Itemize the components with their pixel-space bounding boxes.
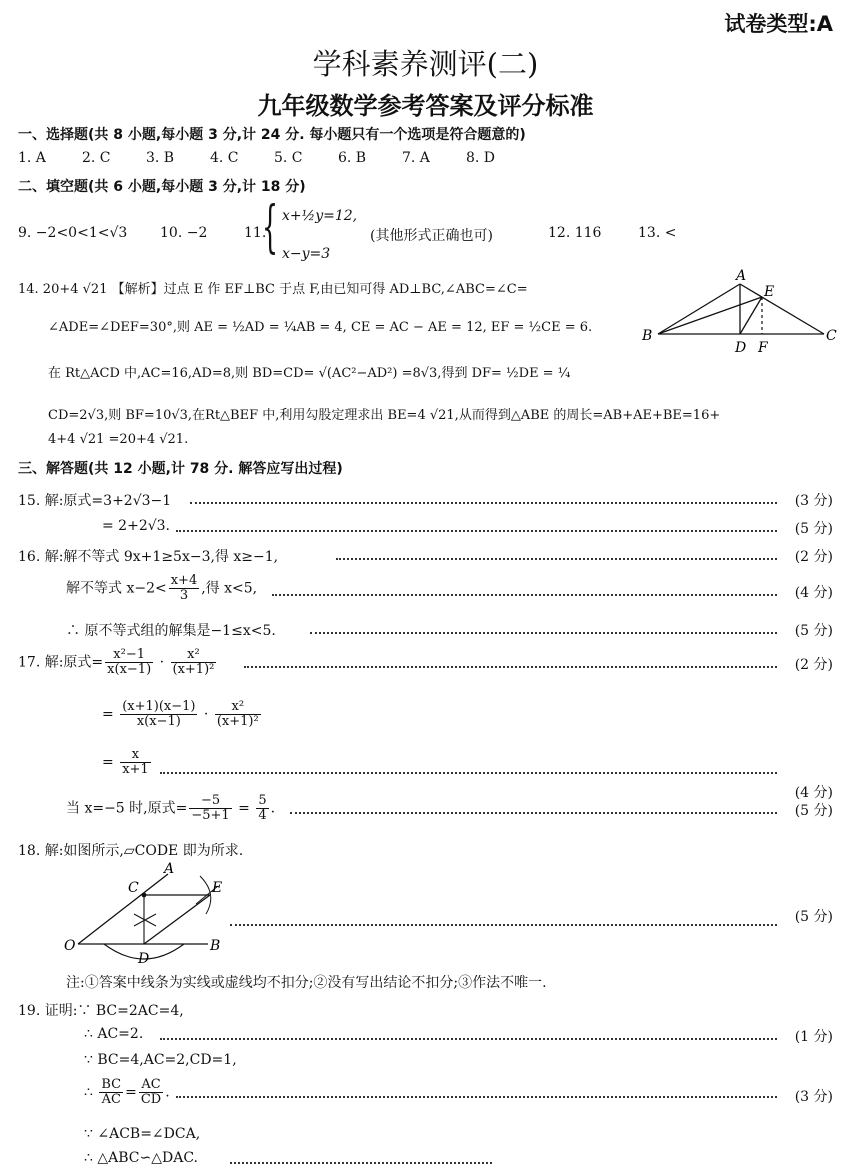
q16-line1: 16. 解:解不等式 9x+1≥5x−3,得 x≥−1, bbox=[18, 549, 279, 565]
q17-frac7 bbox=[256, 794, 268, 823]
q17-frac7-den: 4 bbox=[258, 808, 267, 823]
q17-frac7-num: 5 bbox=[258, 793, 267, 808]
fig14-label-D: D bbox=[735, 340, 747, 356]
answer-4: 4. C bbox=[210, 150, 239, 166]
fig18-label-B: B bbox=[210, 938, 221, 954]
q16-line1-score: (2 分) bbox=[794, 549, 833, 565]
fill-q14-line3: 在 Rt△ACD 中,AC=16,AD=8,则 BD=CD= √(AC²−AD²) =8√3,得到 DF= ½DE = ¼ bbox=[48, 366, 571, 381]
q17-line4-leader bbox=[290, 812, 777, 814]
fig14-label-E: E bbox=[764, 284, 775, 300]
q19-line2-score: (1 分) bbox=[794, 1029, 833, 1045]
q15-line1: 15. 解:原式=3+2√3−1 bbox=[18, 493, 172, 509]
q19-line3: ∵ BC=4,AC=2,CD=1, bbox=[84, 1052, 237, 1068]
fig18-label-D: D bbox=[138, 951, 150, 967]
fill-q11-eq2: x−y=3 bbox=[282, 246, 331, 262]
q15-line2-score: (5 分) bbox=[794, 521, 833, 537]
fill-q14-line2: ∠ADE=∠DEF=30°,则 AE = ½AD = ¼AB = 4, CE = AC − AE = 12, EF = ½CE = 6. bbox=[48, 320, 593, 335]
fill-q13: 13. < bbox=[638, 225, 677, 241]
fill-q14-line5: 4+4 √21 =20+4 √21. bbox=[48, 432, 189, 447]
answer-1: 1. A bbox=[18, 150, 46, 166]
q17-line4-score: (5 分) bbox=[794, 803, 833, 819]
section3-heading: 三、解答题(共 12 小题,计 78 分. 解答应写出过程) bbox=[18, 461, 343, 477]
q19-line4-score: (3 分) bbox=[794, 1089, 833, 1105]
q17-frac5-num: x bbox=[120, 748, 151, 763]
q15-line1-leader bbox=[190, 502, 777, 504]
q17-line3: = $\frac{x}{x+1}$ bbox=[102, 747, 149, 777]
q17-frac6-den: −5+1 bbox=[191, 808, 230, 823]
q16-line2-post: ,得 x<5, bbox=[201, 580, 258, 597]
q16-line3: ∴ 原不等式组的解集是−1≤x<5. bbox=[66, 623, 276, 639]
answer-3: 3. B bbox=[146, 150, 175, 166]
q18-leader bbox=[230, 924, 777, 926]
q16-line2-pre: 解不等式 x−2< bbox=[66, 580, 167, 597]
q17-frac3-num: (x+1)(x−1) bbox=[122, 699, 196, 714]
q19-line4: ∴ $\frac{BC}{AC}$ = $\frac{AC}{CD}$ . bbox=[84, 1077, 170, 1107]
q19-frac1-den: AC bbox=[101, 1092, 121, 1107]
q17-frac4-den: (x+1)² bbox=[216, 714, 259, 729]
q16-line2-score: (4 分) bbox=[794, 585, 833, 601]
fill-q11-num: 11. bbox=[244, 225, 267, 241]
fig14-label-F: F bbox=[758, 340, 768, 356]
fill-q9: 9. −2<0<1<√3 bbox=[18, 225, 128, 241]
q17-line3-score: (4 分) bbox=[794, 785, 833, 801]
q17-frac2 bbox=[171, 648, 217, 677]
answer-5: 5. C bbox=[274, 150, 303, 166]
q19-line2: ∴ AC=2. bbox=[84, 1026, 144, 1042]
q19-line6-leader bbox=[230, 1162, 492, 1164]
q16-fraction-den: 3 bbox=[179, 588, 189, 603]
q16-fraction bbox=[169, 574, 200, 603]
q19-frac1-num: BC bbox=[101, 1077, 122, 1092]
q17-frac1 bbox=[105, 648, 153, 677]
fig14-label-A: A bbox=[736, 268, 747, 284]
answer-7: 7. A bbox=[402, 150, 430, 166]
q18-construction-figure bbox=[60, 862, 230, 968]
q17-line4-pre: 当 x=−5 时,原式= bbox=[66, 800, 188, 817]
q16-fraction-num: x+4 bbox=[170, 573, 198, 588]
q17-frac5 bbox=[120, 748, 151, 777]
q19-line5: ∵ ∠ACB=∠DCA, bbox=[84, 1126, 201, 1142]
section1-heading: 一、选择题(共 8 小题,每小题 3 分,计 24 分. 每小题只有一个选项是符合题意的) bbox=[18, 127, 526, 143]
q17-frac2-num: x² bbox=[171, 648, 217, 663]
fig18-label-A: A bbox=[164, 862, 175, 877]
q19-frac1 bbox=[99, 1078, 123, 1107]
q17-line1-leader bbox=[244, 666, 777, 668]
q16-line3-leader bbox=[310, 632, 777, 634]
q16-line2-leader bbox=[272, 594, 777, 596]
q17-line1: 17. 解:原式= $\frac{\text{x²−1}}{x(x-1)}$ · $\frac{\text{x²}}{\text{(x+1)²}}$ bbox=[18, 647, 215, 677]
q17-frac4 bbox=[215, 700, 261, 729]
fill-q11-brace: { bbox=[262, 195, 279, 260]
answer-8: 8. D bbox=[466, 150, 496, 166]
q17-label: 17. 解:原式= bbox=[18, 654, 104, 671]
q19-frac2 bbox=[139, 1078, 163, 1107]
q19-frac2-den: CD bbox=[140, 1092, 162, 1107]
q17-frac3-den: x(x−1) bbox=[136, 714, 181, 729]
q17-frac5-den: x+1 bbox=[122, 762, 149, 777]
q19-line2-leader bbox=[160, 1038, 777, 1040]
q19-line4-leader bbox=[176, 1096, 777, 1098]
q17-line2: = $\frac{(x+1)(x-1)}{x(x-1)}$ · $\frac{\text{x²}}{\text{(x+1)²}}$ bbox=[102, 699, 259, 729]
choice-answers bbox=[18, 150, 495, 166]
answer-2: 2. C bbox=[82, 150, 111, 166]
q16-line3-score: (5 分) bbox=[794, 623, 833, 639]
q17-frac1-den: x(x−1) bbox=[107, 662, 152, 677]
q15-line2: = 2+2√3. bbox=[102, 518, 171, 534]
q19-line4-pre: ∴ bbox=[84, 1084, 93, 1101]
page-subtitle: 九年级数学参考答案及评分标准 bbox=[257, 92, 594, 120]
q14-triangle-figure bbox=[640, 268, 840, 358]
q17-frac6-num: −5 bbox=[189, 794, 231, 809]
q17-frac3 bbox=[120, 700, 197, 729]
q19-line1: 19. 证明:∵ BC=2AC=4, bbox=[18, 1003, 184, 1019]
fill-q11-note: (其他形式正确也可) bbox=[370, 228, 493, 244]
q18-note: 注:①答案中线条为实线或虚线均不扣分;②没有写出结论不扣分;③作法不唯一. bbox=[66, 975, 547, 991]
q17-line4: 当 x=−5 时,原式= $\frac{-5}{-5+1}$ = $\frac{5}{4}$ . bbox=[66, 793, 276, 823]
fill-q14-line4: CD=2√3,则 BF=10√3,在Rt△BEF 中,利用勾股定理求出 BE=4 √21,从而得到△ABE 的周长=AB+AE+BE=16+ bbox=[48, 408, 721, 423]
fill-q12: 12. 116 bbox=[548, 225, 602, 241]
fig14-label-B: B bbox=[642, 328, 653, 344]
q17-frac2-den: (x+1)² bbox=[172, 662, 215, 677]
fill-q11-eq1: x+½y=12, bbox=[282, 208, 358, 224]
fig18-label-C: C bbox=[128, 880, 139, 896]
paper-type: 试卷类型:A bbox=[724, 12, 833, 36]
q17-line3-leader bbox=[160, 772, 777, 774]
q16-line1-leader bbox=[336, 558, 777, 560]
q17-frac1-num: x²−1 bbox=[105, 648, 153, 663]
q15-line1-score: (3 分) bbox=[794, 493, 833, 509]
q15-line2-leader bbox=[176, 530, 777, 532]
fig14-label-C: C bbox=[826, 328, 837, 344]
answer-6: 6. B bbox=[338, 150, 367, 166]
q19-frac2-num: AC bbox=[139, 1078, 163, 1093]
page-title: 学科素养测评(二) bbox=[312, 47, 539, 81]
section2-heading: 二、填空题(共 6 小题,每小题 3 分,计 18 分) bbox=[18, 179, 306, 195]
q17-frac4-num: x² bbox=[215, 700, 261, 715]
fig18-label-O: O bbox=[64, 938, 76, 954]
q18-score: (5 分) bbox=[794, 909, 833, 925]
q18-line1: 18. 解:如图所示,▱CODE 即为所求. bbox=[18, 843, 244, 859]
fill-q10: 10. −2 bbox=[160, 225, 208, 241]
q17-frac6 bbox=[189, 794, 231, 823]
q19-line6: ∴ △ABC∽△DAC. bbox=[84, 1150, 198, 1166]
q16-line2 bbox=[66, 574, 257, 603]
q17-line1-score: (2 分) bbox=[794, 657, 833, 673]
fig18-label-E: E bbox=[212, 880, 223, 896]
fill-q14-line1: 14. 20+4 √21 【解析】过点 E 作 EF⊥BC 于点 F,由已知可得 AD⊥BC,∠ABC=∠C= bbox=[18, 282, 528, 297]
